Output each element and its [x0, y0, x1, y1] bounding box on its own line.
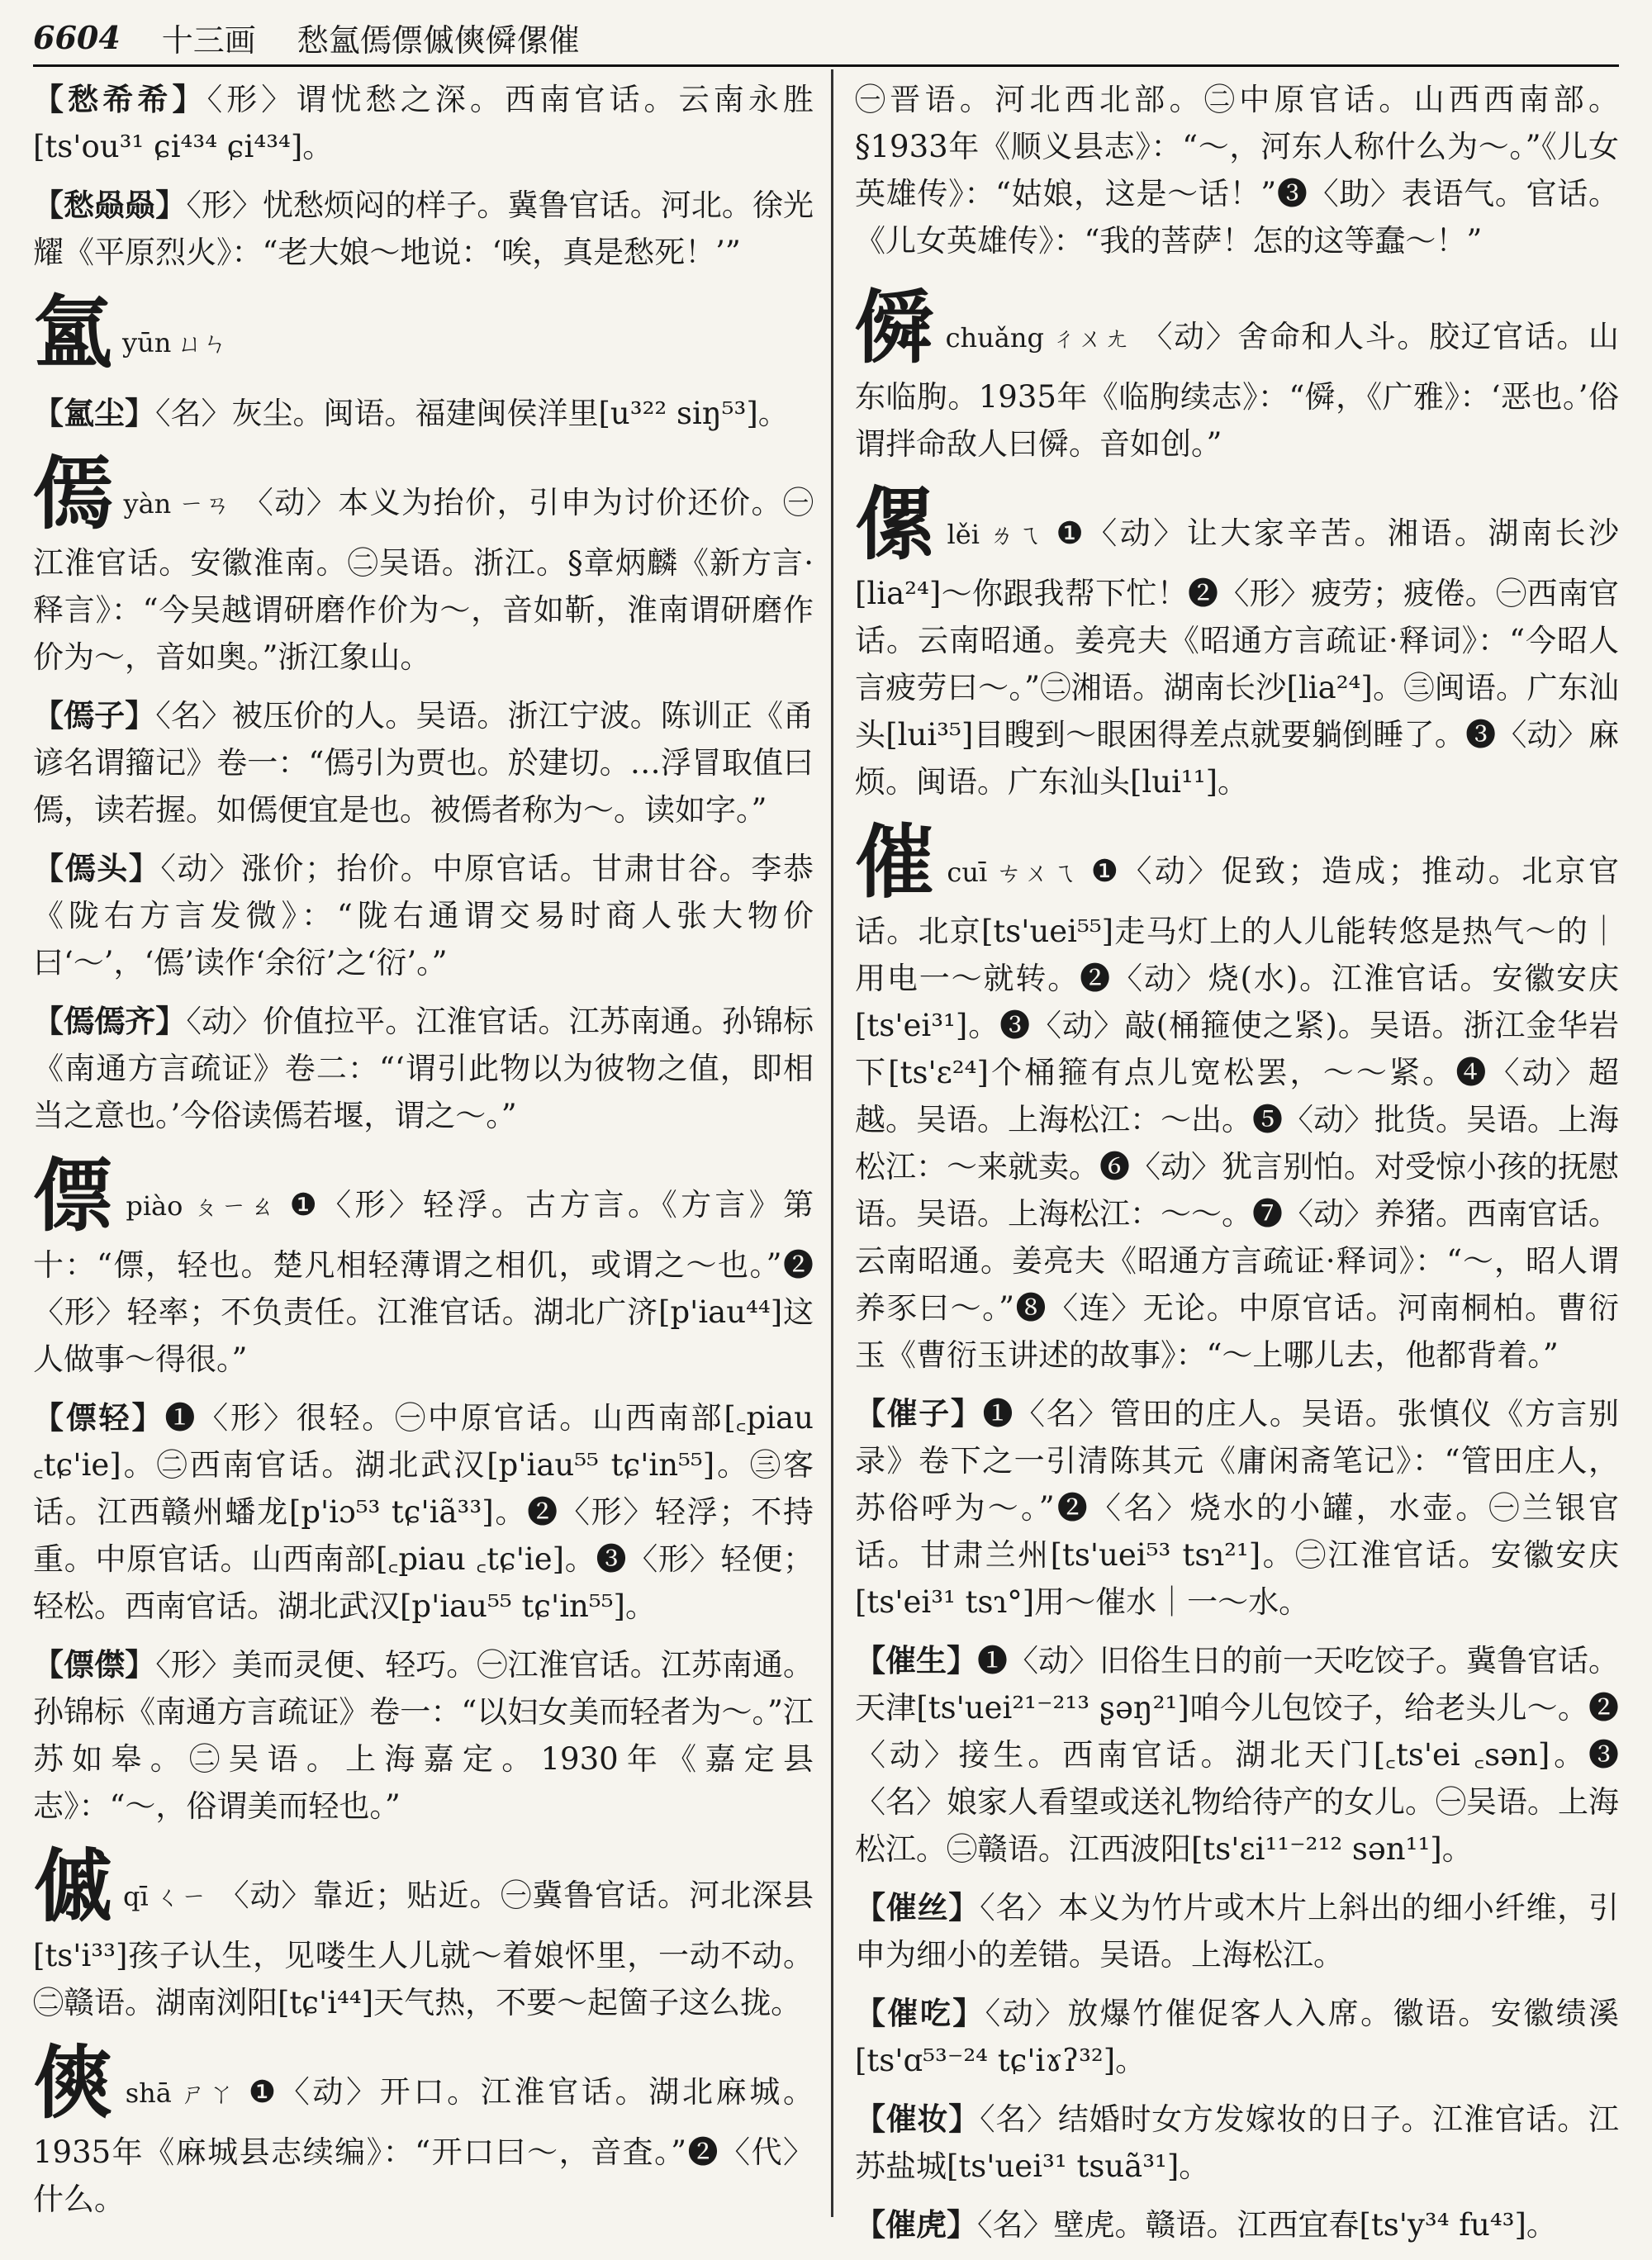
zhuyin: ㄔㄨㄤ	[1050, 325, 1131, 354]
word-entry	[33, 1641, 814, 1830]
zhuyin: ㄌㄟ	[985, 521, 1045, 550]
word-entry	[33, 76, 814, 170]
word-entry	[855, 1637, 1619, 1873]
head-character: 傸	[33, 2036, 116, 2129]
word-entry	[33, 182, 814, 276]
char-entry	[33, 2038, 814, 2223]
pinyin: piào	[126, 1190, 183, 1222]
entry-headword: 【催丝】	[855, 1889, 980, 1925]
char-entry	[33, 287, 814, 378]
entry-definition: 〈动〉放爆竹催促客人入席。徽语。安徽绩溪[ts'ɑ⁵³⁻²⁴ tɕ'iɤʔ³²]。	[855, 1996, 1620, 2078]
entry-definition: 〈名〉灰尘。闽语。福建闽侯洋里[u³²² siŋ⁵³]。	[155, 396, 789, 431]
entry-headword: 【催子】	[855, 1395, 983, 1431]
left-column	[33, 76, 814, 2234]
pinyin: qī	[122, 1881, 149, 1912]
entry-definition: ❶〈形〉轻浮。古方言。《方言》第十：“僄，轻也。楚凡相轻薄谓之相仉，或谓之～也。”❷〈形〉轻率；不负责任。江淮官话。湖北广济[p'iau⁴⁴]这人做事～得很。”	[33, 1187, 814, 1377]
entry-headword: 【愁希希】	[33, 81, 207, 117]
head-character: 僢	[855, 281, 936, 374]
entry-definition: 〈动〉本义为抬价，引申为讨价还价。㊀江淮官话。安徽淮南。㊁吴语。浙江。§章炳麟《新方言·释言》：“今吴越谓研磨作价为～，音如靳，淮南谓研磨作价为～，音如奥。”浙江象山。	[33, 485, 814, 675]
entry-definition: 〈名〉被压价的人。吴语。浙江宁波。陈训正《甬谚名谓籀记》卷一：“傿引为贾也。於建切。…浮冒取值曰傿，读若握。如傿便宜是也。被傿者称为～。读如字。”	[33, 698, 814, 828]
pinyin: lěi	[947, 519, 980, 550]
word-entry	[33, 692, 814, 833]
word-entry	[855, 1990, 1619, 2084]
column-divider	[831, 69, 833, 2217]
entry-definition: ❶〈动〉促致；造成；推动。北京官话。北京[ts'uei⁵⁵]走马灯上的人儿能转悠是热气～的｜用电一～就转。❷〈动〉烧(水)。江淮官话。安徽安庆[ts'ei³¹]。❸〈动〉敲(桶箍使之紧)。吴语。浙江金华岩下[ts'ɛ²⁴]个桶箍有点儿宽松罢，～～紧。❹〈动〉超越。吴语。上海松江：～出。❺〈动〉批货。吴语。上海松江：～来就卖。❻〈动〉犹言别怕。对受惊小孩的抚慰语。吴语。上海松江：～～。❼〈动〉养猪。西南官话。云南昭通。姜亮夫《昭通方言疏证·释词》：“～，昭人谓养豕曰～。”❽〈连〉无论。中原官话。河南桐柏。曹衍玉《曹衍玉讲述的故事》：“～上哪儿去，他都背着。”	[855, 853, 1620, 1373]
pinyin: shā	[125, 2077, 172, 2109]
entry-headword: 【愁赑赑】	[33, 187, 187, 223]
entry-definition: 〈名〉壁虎。赣语。江西宜春[ts'y³⁴ fu⁴³]。	[977, 2207, 1557, 2243]
char-entry	[33, 449, 814, 681]
head-character: 催	[855, 815, 938, 909]
head-character: 僄	[33, 1149, 116, 1242]
entry-headword: 【催生】	[855, 1642, 977, 1678]
char-entry	[33, 1841, 814, 2026]
pinyin: yàn	[123, 488, 172, 520]
char-entry	[33, 1151, 814, 1383]
section-chars: 愁氳傿僄傶傸僢傫催	[297, 21, 580, 59]
char-entry	[855, 282, 1619, 468]
entry-definition: ❶〈动〉开口。江淮官话。湖北麻城。1935年《麻城县志续编》：“开口曰～，音査。”❷〈代〉什么。	[33, 2074, 814, 2217]
entry-definition: 〈动〉靠近；贴近。㊀冀鲁官话。河北深县[ts'i³³]孩子认生，见喽生人儿就～着娘怀里，一动不动。㊁赣语。湖南浏阳[tɕ'i⁴⁴]天气热，不要～起箇子这么拢。	[33, 1878, 814, 2020]
entry-headword: 【傿傿齐】	[33, 1003, 187, 1039]
entry-definition: ❶〈名〉管田的庄人。吴语。张慎仪《方言别录》卷下之一引清陈其元《庸闲斋笔记》：“管田庄人，苏俗呼为～。”❷〈名〉烧水的小罐，水壶。㊀兰银官话。甘肃兰州[ts'uei⁵³ tsɿ²¹]。㊁江淮官话。安徽安庆[ts'ei³¹ tsɿ°]用～催水｜一～水。	[855, 1396, 1620, 1620]
char-entry	[855, 817, 1619, 1379]
zhuyin: ㄆㄧㄠ	[189, 1193, 278, 1222]
zhuyin: ㄘㄨㄟ	[994, 859, 1080, 888]
word-entry	[33, 998, 814, 1139]
entry-definition: ❶〈动〉让大家辛苦。湘语。湖南长沙[lia²⁴]～你跟我帮下忙！❷〈形〉疲劳；疲倦。㊀西南官话。云南昭通。姜亮夫《昭通方言疏证·释词》：“今昭人言疲劳曰～。”㊁湘语。湖南长沙[lia²⁴]。㊂闽语。广东汕头[lui³⁵]目瞍到～眼困得差点就要躺倒睡了。❸〈动〉麻烦。闽语。广东汕头[lui¹¹]。	[855, 515, 1620, 800]
entry-definition: 〈形〉美而灵便、轻巧。㊀江淮官话。江苏南通。孙锦标《南通方言疏证》卷一：“以妇女美而轻者为～。”江苏如皋。㊁吴语。上海嘉定。1930年《嘉定县志》：“～，俗谓美而轻也。”	[33, 1647, 814, 1824]
head-character: 傶	[33, 1840, 113, 1933]
char-entry	[855, 479, 1619, 805]
pinyin: cuī	[947, 857, 988, 888]
word-entry	[855, 1884, 1619, 1978]
entry-definition: 〈形〉忧愁烦闷的样子。冀鲁官话。河北。徐光耀《平原烈火》：“老大娘～地说：‘唉，真是愁死！’”	[33, 188, 814, 270]
entry-headword: 【催妆】	[855, 2101, 980, 2137]
entry-headword: 【催虎】	[855, 2206, 977, 2243]
page-number: 6604	[33, 18, 121, 56]
section-title: 十三画	[161, 21, 256, 59]
right-column	[855, 76, 1619, 2260]
entry-definition: 〈动〉舍命和人斗。胶辽官话。山东临朐。1935年《临朐续志》：“僢，《广雅》：‘恶也。’俗谓拌命敌人曰僢。音如创。”	[855, 319, 1620, 462]
word-entry	[855, 2201, 1619, 2248]
entry-definition: 〈名〉结婚时女方发嫁妆的日子。江淮官话。江苏盐城[ts'uei³¹ tsuã³¹]。	[855, 2101, 1620, 2184]
entry-headword: 【僄僸】	[33, 1646, 156, 1683]
page-header	[33, 12, 1619, 63]
entry-headword: 【僄轻】	[33, 1399, 165, 1436]
entry-continuation	[855, 76, 1619, 264]
zhuyin: ㄧㄢ	[178, 491, 231, 520]
entry-definition: 〈动〉涨价；抬价。中原官话。甘肃甘谷。李恭《陇右方言发微》：“陇右通谓交易时商人张大物价曰‘～’，‘傿’读作‘余衍’之‘衍’。”	[33, 851, 814, 980]
word-entry	[33, 1394, 814, 1630]
entry-definition: 〈形〉谓忧愁之深。西南官话。云南永胜[ts'ou³¹ ɕi⁴³⁴ ɕi⁴³⁴]。	[33, 82, 814, 164]
head-character: 氳	[33, 286, 112, 379]
pinyin: yūn	[122, 327, 172, 358]
entry-definition: 〈名〉本义为竹片或木片上斜出的细小纤维，引申为细小的差错。吴语。上海松江。	[855, 1890, 1620, 1973]
entry-definition: 〈动〉价值拉平。江淮官话。江苏南通。孙锦标《南通方言疏证》卷二：“‘谓引此物以为彼物之值，即相当之意也。’今俗读傿若堰，谓之～。”	[33, 1004, 814, 1133]
word-entry	[855, 2096, 1619, 2190]
pinyin: chuǎng	[945, 322, 1044, 354]
word-entry	[33, 390, 814, 437]
entry-headword: 【傿头】	[33, 850, 161, 886]
entry-headword: 【傿子】	[33, 697, 156, 734]
entry-definition: ❶〈动〉旧俗生日的前一天吃饺子。冀鲁官话。天津[ts'uei²¹⁻²¹³ ʂəŋ²¹]咱今儿包饺子，给老头儿～。❷〈动〉接生。西南官话。湖北天门[꜀ts'ei ꜀sən]。❸〈名〉娘家人看望或送礼物给待产的女儿。㊀吴语。上海松江。㊁赣语。江西波阳[ts'ɛi¹¹⁻²¹² sən¹¹]。	[855, 1643, 1619, 1867]
entry-definition: ❶〈形〉很轻。㊀中原官话。山西南部[꜀piau ꜀tɕ'ie]。㊁西南官话。湖北武汉[p'iau⁵⁵ tɕ'in⁵⁵]。㊂客话。江西赣州蟠龙[p'iɔ⁵³ tɕ'iã³³]。❷〈形〉轻浮；不持重。中原官话。山西南部[꜀piau ꜀tɕ'ie]。❸〈形〉轻便；轻松。西南官话。湖北武汉[p'iau⁵⁵ tɕ'in⁵⁵]。	[33, 1400, 814, 1624]
header-rule	[33, 64, 1619, 67]
word-entry	[855, 1390, 1619, 1626]
head-character: 傫	[855, 477, 938, 571]
word-entry	[33, 845, 814, 986]
head-character: 傿	[33, 447, 114, 540]
entry-headword: 【氳尘】	[33, 395, 155, 431]
entry-headword: 【催吃】	[855, 1995, 985, 2031]
entry-definition: ㊀晋语。河北西北部。㊁中原官话。山西西南部。§1933年《顺义县志》：“～，河东人称什么为～。”《儿女英雄传》：“姑娘，这是～话！”❸〈助〉表语气。官话。《儿女英雄传》：“我的菩萨！怎的这等蠢～！”	[855, 82, 1619, 259]
zhuyin: ㄩㄣ	[178, 330, 228, 358]
zhuyin: ㄕㄚ	[178, 2080, 237, 2109]
zhuyin: ㄑㄧ	[154, 1883, 207, 1912]
